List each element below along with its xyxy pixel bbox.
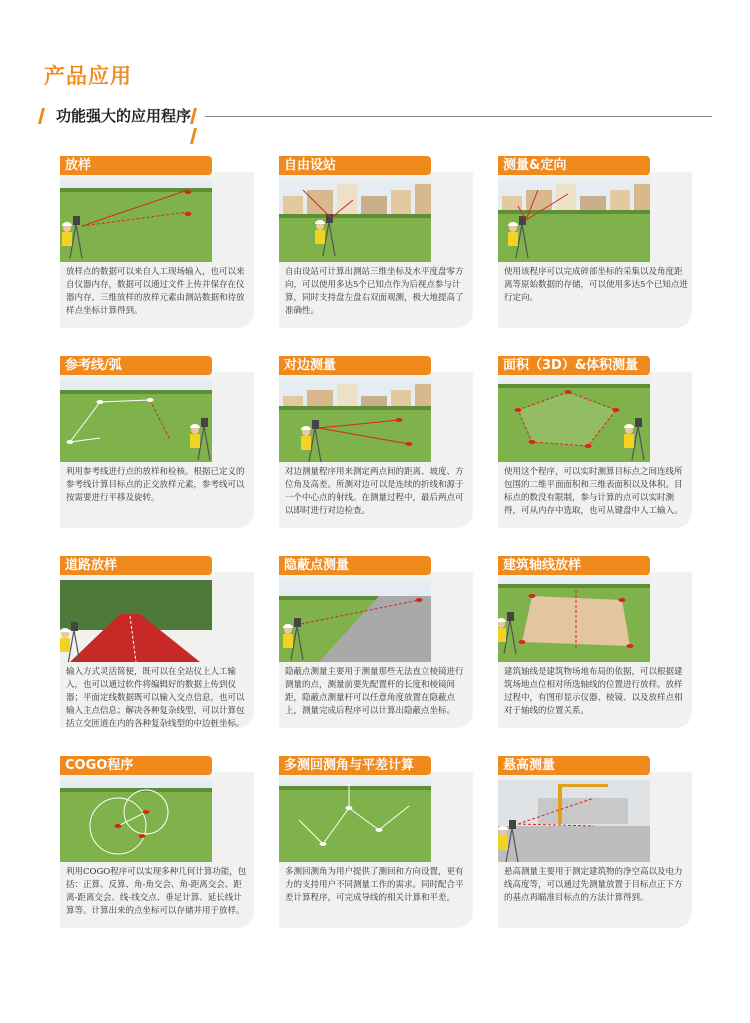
grass-field [60,188,212,262]
card-description: 多测回测角为用户提供了测回和方向设置，更有力的支持用户不同测量工作的需求。同时配合平差计算程序，可完成导线的相关计算和平差。 [285,867,464,903]
card-title: COGO程序 [60,756,212,775]
card-description: 对边测量程序用来测定两点间的距离、坡度、方位角及高差。所测对边可以是连续的折线和源于一个中心点的射线。在测量过程中，最后两点可以即时进行对边检查。 [285,467,464,516]
card-title: 对边测量 [279,356,431,375]
building [391,190,411,214]
building-axis-photo [498,580,650,662]
section-header [40,105,712,129]
total-station-icon [635,418,642,427]
missing-line-photo [279,380,431,462]
building [337,184,357,214]
card-title: 自由设站 [279,156,431,175]
cogo-photo [60,780,212,862]
card-description: 利用参考线进行点的放样和检核。根据已定义的参考线计算目标点的正交放样元素，参考线可以按需要进行平移及旋转。 [66,467,245,503]
tree-line [60,788,212,792]
target-point [565,390,572,394]
target-point [619,598,626,602]
grass-field [279,786,431,862]
card-description: 放样点的数据可以来自人工现场输入，也可以来自仪器内存，数据可以通过文件上传并保存在仪器内存。三维放样的放样元素由测站数据和待放样点坐标计算得到。 [66,267,245,316]
safety-vest [60,638,70,652]
total-station-icon [201,418,208,427]
total-station-icon [71,622,78,631]
target-point [346,806,353,810]
safety-vest [508,232,518,246]
app-card-area-volume [498,356,692,528]
page-title: 产品应用 [44,64,132,88]
building-under-construction [538,798,628,824]
app-card-remote-height [498,756,692,928]
total-station-icon [507,612,514,621]
card-description: 输入方式灵活简便，既可以在全站仪上人工输入，也可以通过软件将编辑好的数据上传到仪器；平面定线数据既可以输入交点信息，也可以输入主点信息；解决各种复杂线型，可以计算包括立交匝道在内的各种复杂线型的中边桩坐标。 [66,667,245,729]
app-card-orientation [498,156,692,328]
tree-line [279,786,431,790]
app-card-hidden-point [279,556,473,728]
orientation-photo [498,180,650,262]
card-title: 面积（3D）&体积测量 [498,356,650,375]
target-point [406,442,413,446]
safety-vest [498,628,506,642]
building [307,190,333,214]
right-accent-bars [192,108,200,124]
app-card-stakeout [60,156,254,328]
target-point [139,834,146,838]
free-station-photo [279,180,431,262]
target-point [147,398,154,402]
total-station-icon [326,214,333,223]
app-card-missing-line [279,356,473,528]
target-point [67,440,74,444]
hidden-point-photo [279,580,431,662]
target-point [143,810,150,814]
target-point [627,644,634,648]
card-title: 道路放样 [60,556,212,575]
target-point [515,408,522,412]
target-point [185,212,192,216]
app-card-building-axis [498,556,692,728]
card-description: 悬高测量主要用于测定建筑物的净空高以及电力线高度等，可以通过先测量放置于目标点正下方的基点再瞄准目标点的方法计算得到。 [504,867,683,903]
safety-vest [624,434,634,448]
target-point [585,444,592,448]
card-title: 悬高测量 [498,756,650,775]
card-title: 建筑轴线放样 [498,556,650,575]
sky [60,380,212,390]
tree-line [279,406,431,410]
card-description: 使用这个程序，可以实时测算目标点之间连线所包围的二维平面面积和三维表面积以及体积。目标点的数没有限制，参与计算的点可以实时测得，可从内存中选取，也可从键盘中人工输入。 [504,467,683,516]
app-card-road-stakeout [60,556,254,728]
safety-vest [62,232,72,246]
section-divider [205,116,712,117]
left-accent-bars [40,108,48,124]
sky [279,780,431,786]
target-point [97,400,104,404]
target-point [320,842,327,846]
ground [498,826,650,862]
tree-line [498,584,650,588]
target-point [115,824,122,828]
safety-vest [190,434,200,448]
card-title: 隐蔽点测量 [279,556,431,575]
stakeout-photo [60,180,212,262]
target-point [396,418,403,422]
sky [279,580,431,596]
safety-vest [498,836,508,850]
card-description: 使用该程序可以完成碎部坐标的采集以及角度距离等原始数据的存储，可以使用多达5个已知点进行定向。 [504,267,688,303]
grass-field [279,214,431,262]
target-point [416,598,423,602]
safety-vest [283,634,293,648]
card-title: 测量&定向 [498,156,650,175]
card-title: 参考线/弧 [60,356,212,375]
section-title: 功能强大的应用程序 [56,107,192,125]
app-card-free-station [279,156,473,328]
building [361,196,387,214]
target-point [529,440,536,444]
remote-height-photo [498,780,650,862]
road-stakeout-photo [60,580,212,662]
sky [60,180,212,188]
card-description: 建筑轴线是建筑物场地布局的依据，可以根据建筑场地点位相对所选轴线的位置进行放样。放样过程中，有图形显示仪器、棱镜、以及放样点相对于轴线的位置关系。 [504,667,683,716]
total-station-icon [312,420,319,429]
sky [60,780,212,788]
card-description: 隐蔽点测量主要用于测量那些无法直立棱镜进行测量的点，测量前要先配置杆的长度和棱镜间距，隐蔽点测量杆可以任意角度放置在隐蔽点上，测量完成后程序可以计算出隐蔽点坐标。 [285,667,464,716]
target-point [529,594,536,598]
card-description: 自由设站可计算出测站三维坐标及水平度盘零方向，可以使用多达5个已知点作为后视点参与计算，同时支持盘左盘右双面观测，极大地提高了准确性。 [285,267,464,316]
crane-arm [558,784,608,787]
target-point [376,828,383,832]
crane-tower [558,784,562,824]
card-title: 多测回测角与平差计算 [279,756,431,775]
safety-vest [315,230,325,244]
app-card-reference-line [60,356,254,528]
target-point [519,640,526,644]
sky [498,580,650,584]
area-volume-photo [498,380,650,462]
total-station-icon [294,618,301,627]
grass-field [60,788,212,862]
tree-line [498,384,650,388]
building [634,184,650,214]
reference-line-photo [60,380,212,462]
building [415,184,431,214]
total-station-icon [509,820,516,829]
card-title: 放样 [60,156,212,175]
app-card-cogo [60,756,254,928]
tree-line [279,214,431,218]
tree-line [60,390,212,394]
target-point [613,408,620,412]
building [283,196,303,214]
app-card-traverse [279,756,473,928]
total-station-icon [73,216,80,225]
card-description: 利用COGO程序可以实现多种几何计算功能，包括：正算、反算、角-角交会、角-距离交会、距离-距离交会、线-线交点、垂足计算、延长线计算等。计算出来的点坐标可以存储并用于放样。 [66,867,247,916]
sky [498,380,650,384]
target-point [185,190,192,194]
traverse-photo [279,780,431,862]
safety-vest [301,436,311,450]
